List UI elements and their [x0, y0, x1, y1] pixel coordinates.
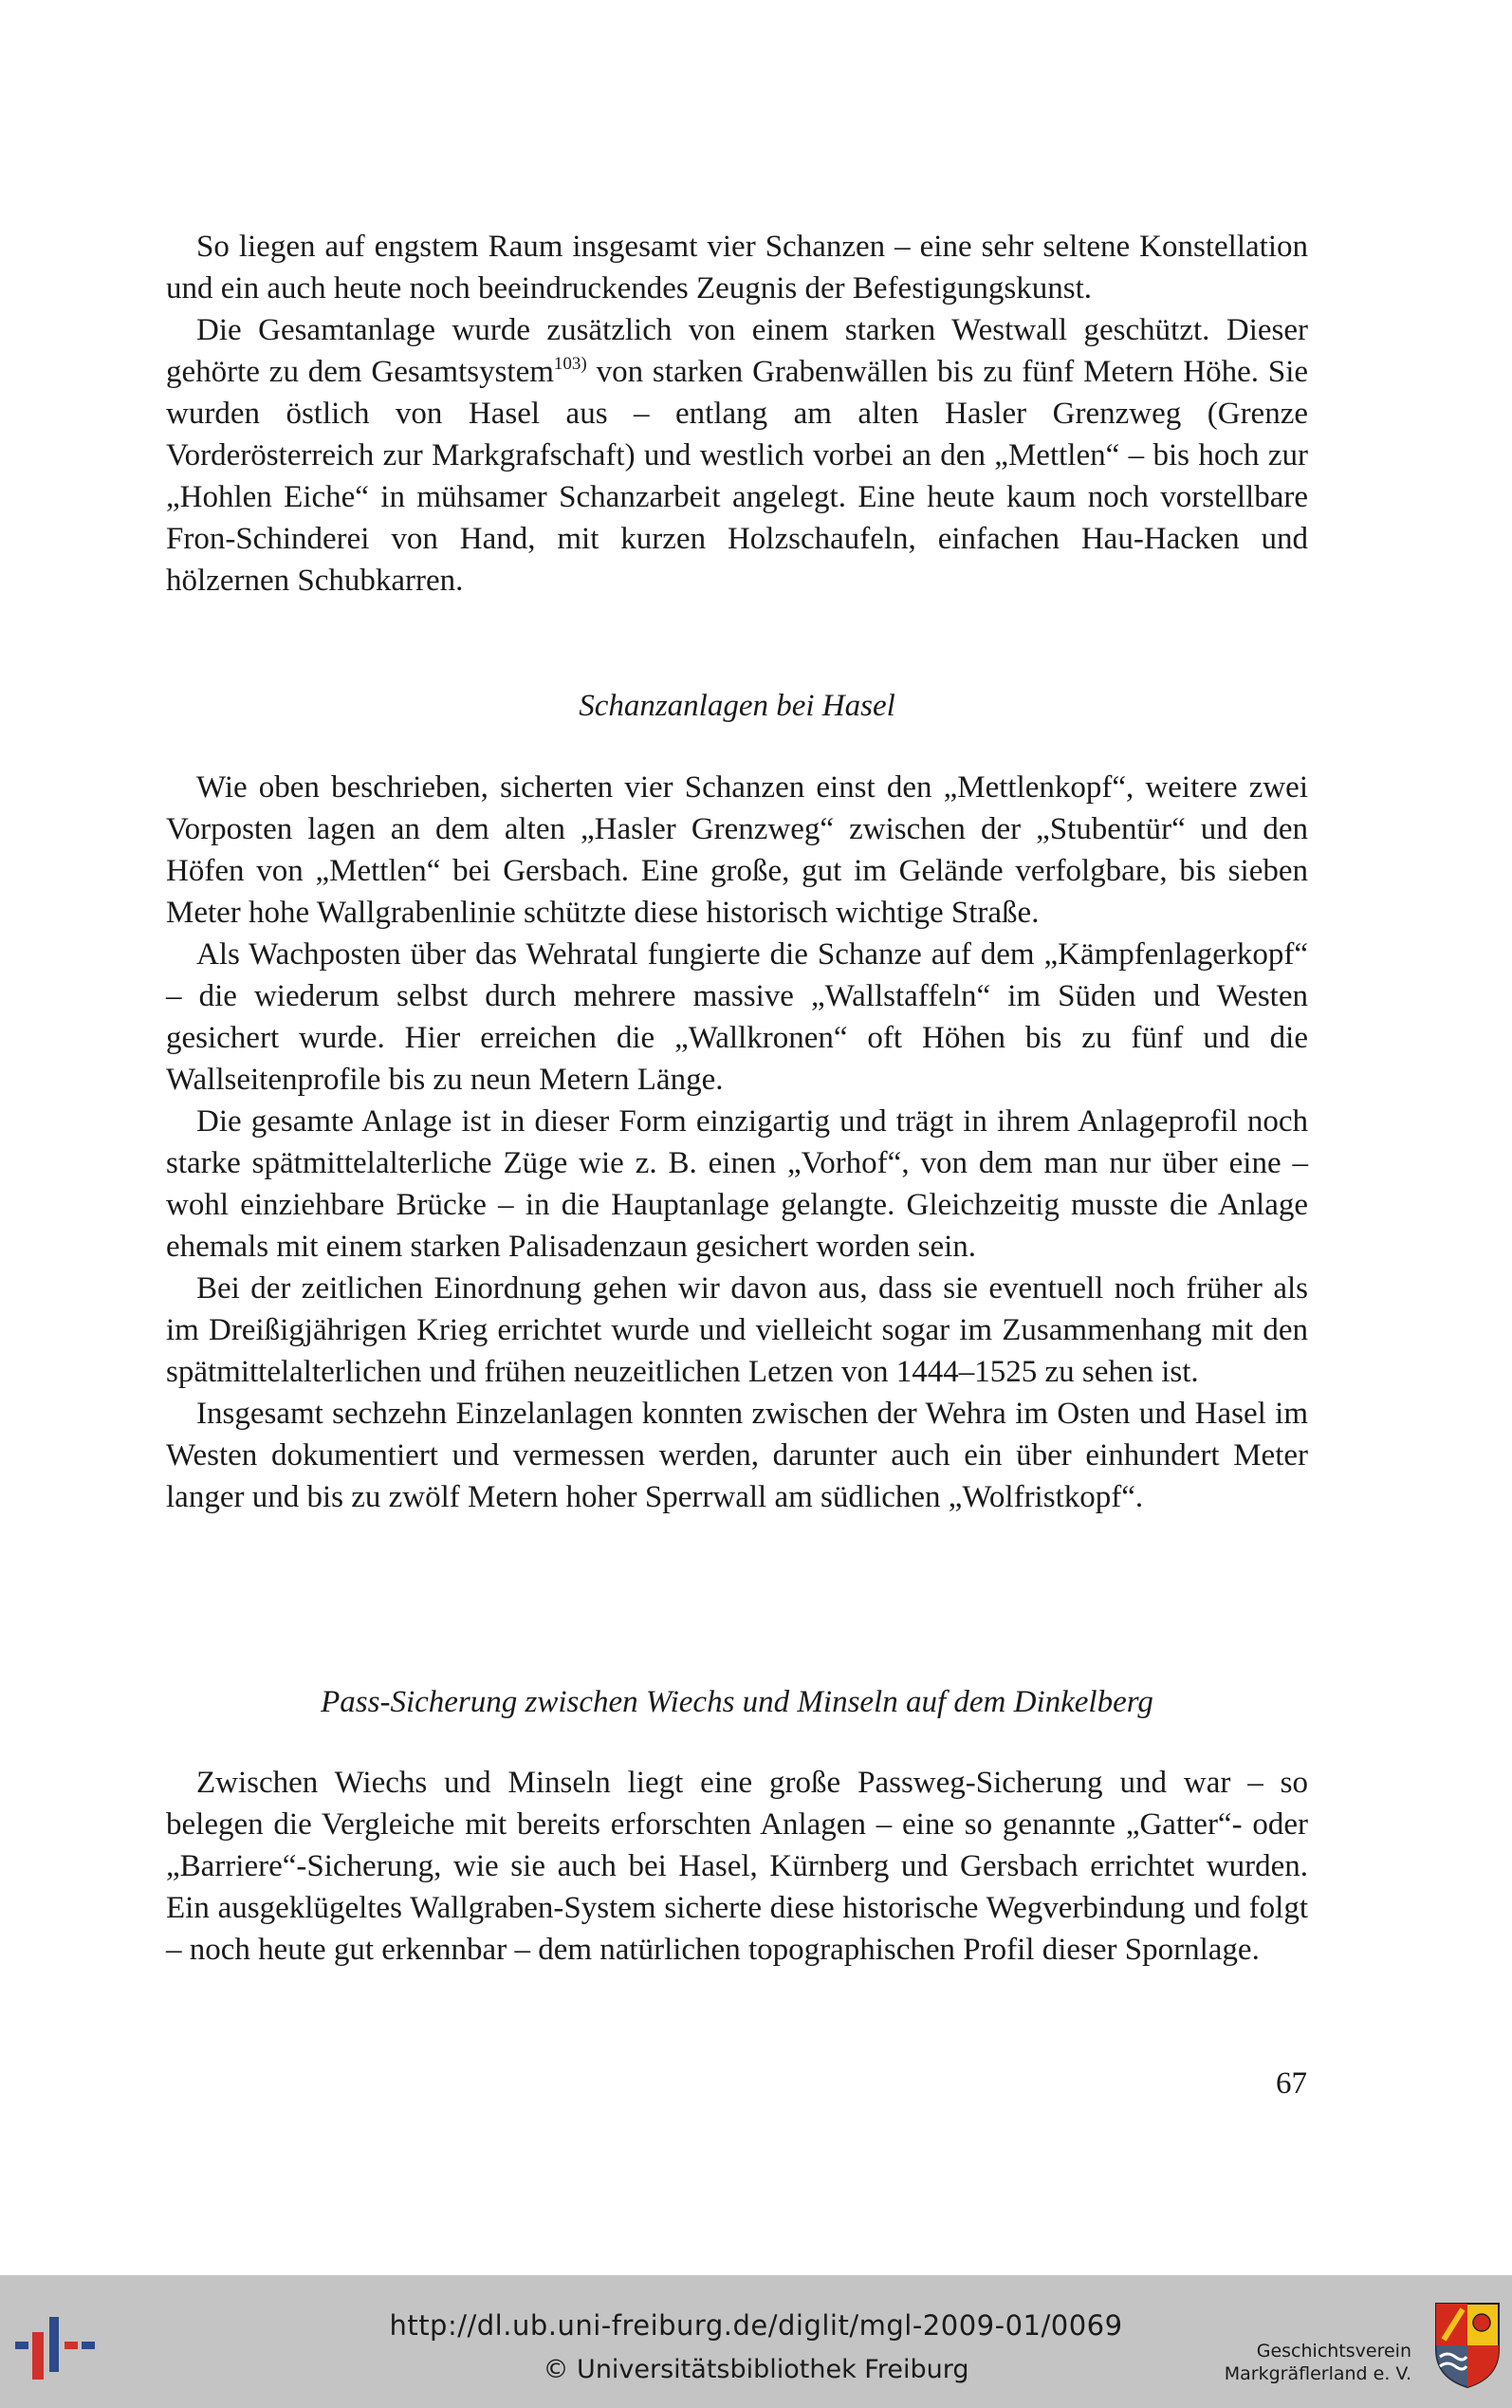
footer-bar [0, 2275, 1512, 2408]
section-1-text [166, 767, 1308, 1518]
paragraph: Als Wachposten über das Wehratal fungierte die Schanze auf dem „Kämpfenlagerkopf“ – die wiederum selbst durch mehrere massive „Wallstaffeln“ im Süden und Westen gesichert wurde. Hier erreichen die „Wallkronen“ oft Höhen bis zu fünf und die Wallseitenprofile bis zu neun Metern Länge. [166, 937, 1308, 1097]
section-2-text [166, 1762, 1308, 1971]
coat-of-arms-icon [1434, 2302, 1501, 2389]
paragraph: So liegen auf engstem Raum insgesamt vier Schanzen – eine sehr seltene Konstellation und ein auch heute noch beeindruckendes Zeugnis der Befestigungskunst. [166, 230, 1308, 306]
section-heading: Schanzanlagen bei Hasel [579, 689, 895, 723]
society-name-line: Markgräflerland e. V. [1224, 2363, 1411, 2384]
paragraph-text: von starken Grabenwällen bis zu fünf Metern Höhe. Sie wurden östlich von Hasel aus – entlang am alten Hasler Grenzweg (Grenze Vorderösterreich zur Markgrafschaft) und westlich vorbei an den „Mettlen“ – bis hoch zur „Hohlen Eiche“ in mühsamer Schanzarbeit angelegt. Eine heute kaum noch vorstellbare Fron-Schinderei von Hand, mit kurzen Holzschaufeln, einfachen Hau-Hacken und hölzernen Schubkarren. [166, 355, 1309, 598]
footer-copyright: © Universitätsbibliothek Freiburg [543, 2355, 969, 2384]
society-name-line: Geschichtsverein [1256, 2341, 1411, 2362]
footnote-reference: 103) [553, 354, 587, 374]
paragraph: Zwischen Wiechs und Minseln liegt eine große Passweg-Sicherung und war – so belegen die Vergleiche mit bereits erforschten Anlagen – eine so genannte „Gatter“- oder „Barriere“-Sicherung, wie sie auch bei Hasel, Kürnberg und Gersbach errichtet wurden. Ein ausgeklügeltes Wallgraben-System sicherte diese historische Wegverbindung und folgt – noch heute gut erkennbar – dem natürlichen topographischen Profil dieser Spornlage. [166, 1766, 1308, 1967]
paragraph: Bei der zeitlichen Einordnung gehen wir davon aus, dass sie eventuell noch früher als im Dreißigjährigen Krieg errichtet wurde und vielleicht sogar im Zusammenhang mit den spätmittelalterlichen und frühen neuzeitlichen Letzen von 1444–1525 zu sehen ist. [166, 1271, 1308, 1389]
digital-library-link[interactable]: http://dl.ub.uni-freiburg.de/diglit/mgl-2009-01/0069 [389, 2309, 1123, 2342]
paragraph: Wie oben beschrieben, sicherten vier Schanzen einst den „Mettlenkopf“, weitere zwei Vorposten lagen an dem alten „Hasler Grenzweg“ zwischen der „Stubentür“ und den Höfen von „Mettlen“ bei Gersbach. Eine große, gut im Gelände verfolgbare, bis sieben Meter hohe Wallgrabenlinie schützte diese historisch wichtige Straße. [166, 770, 1308, 930]
society-name [1225, 2340, 1411, 2385]
paragraph-westwall [166, 309, 1308, 602]
paragraph: Insgesamt sechzehn Einzelanlagen konnten zwischen der Wehra im Osten und Hasel im Westen dokumentiert und vermessen werden, darunter auch ein über einhundert Meter langer und bis zu zwölf Metern hoher Sperrwall am südlichen „Wolfristkopf“. [166, 1397, 1308, 1514]
intro-text [166, 226, 1308, 602]
paragraph-text: Die Gesamtanlage wurde zusätzlich von einem starken Westwall geschützt. Dieser gehörte zu dem Gesamtsystem [166, 313, 1308, 389]
footer-url[interactable] [0, 2309, 1512, 2342]
paragraph: Die gesamte Anlage ist in dieser Form einzigartig und trägt in ihrem Anlageprofil noch starke spätmittelalterliche Züge wie z. B. einen „Vorhof“, von dem man nur über eine – wohl einziehbare Brücke – in die Hauptanlage gelangte. Gleichzeitig musste die Anlage ehemals mit einem starken Palisadenzaun gesichert worden sein. [166, 1104, 1308, 1264]
section-heading: Pass-Sicherung zwischen Wiechs und Minseln auf dem Dinkelberg [321, 1685, 1153, 1719]
page-number: 67 [1276, 2066, 1307, 2101]
